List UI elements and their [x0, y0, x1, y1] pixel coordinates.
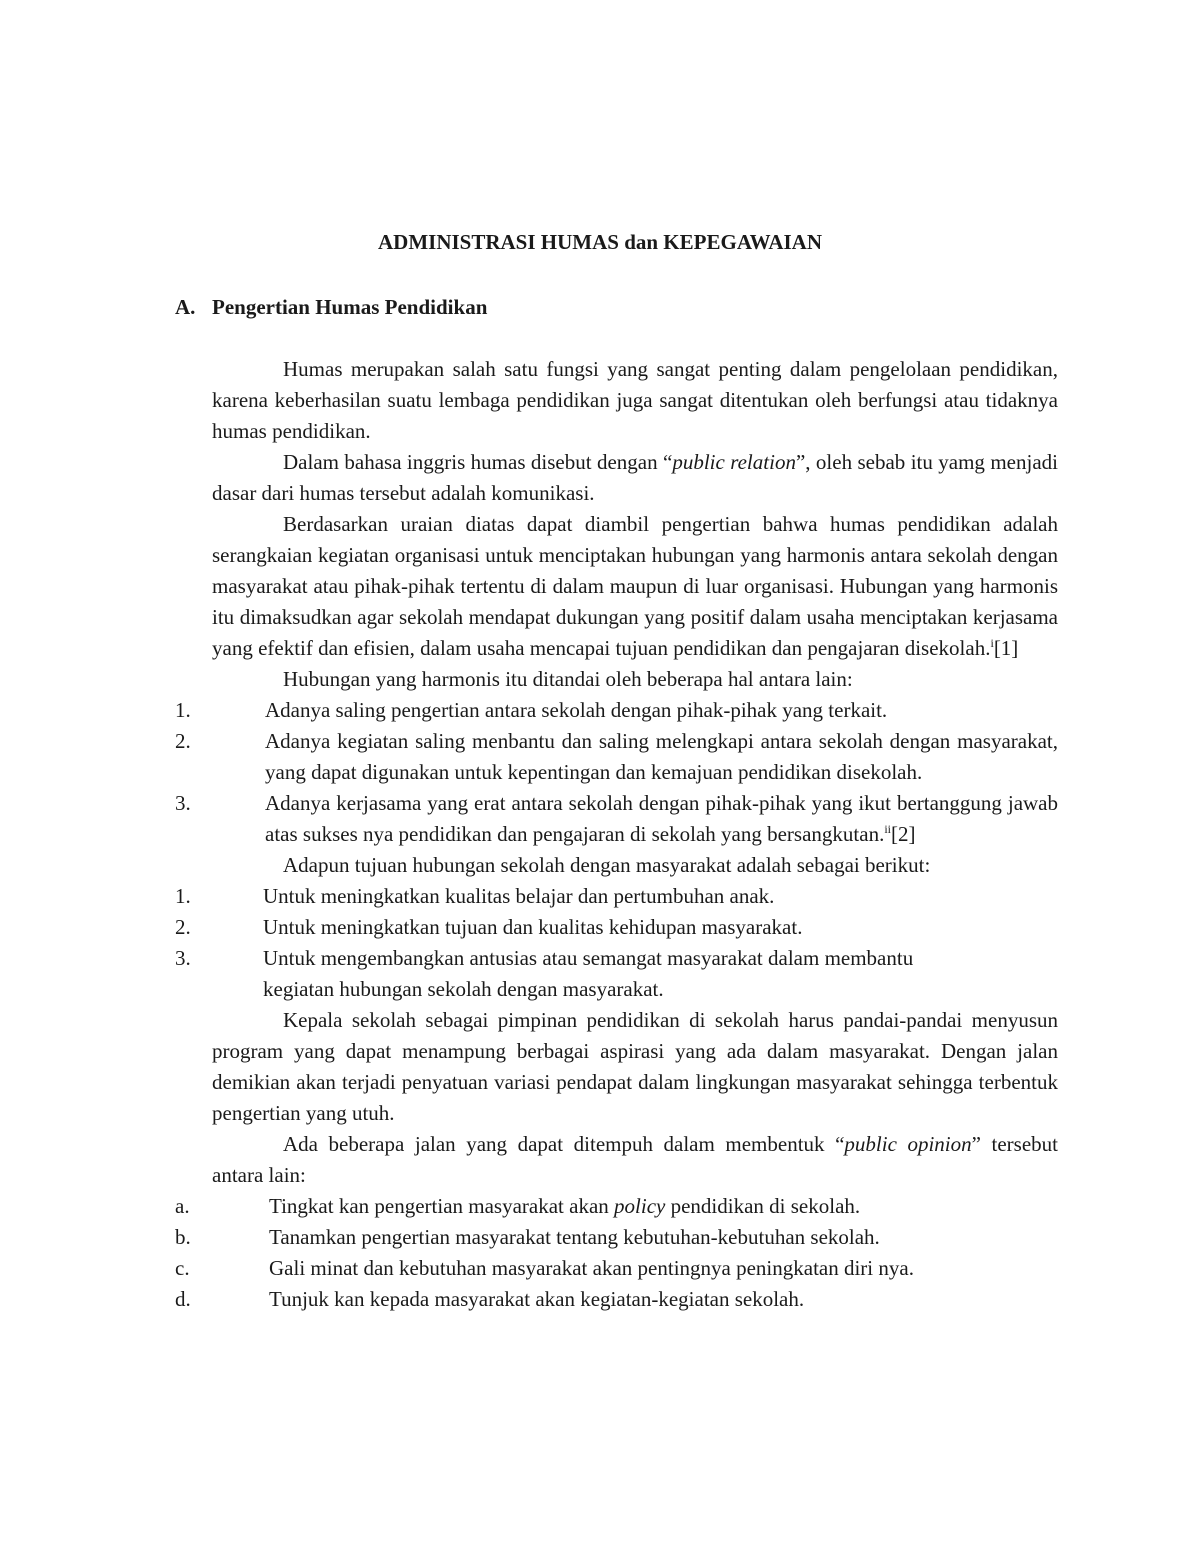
paragraph-4: Hubungan yang harmonis itu ditandai oleh beberapa hal antara lain:	[283, 667, 853, 691]
list-item	[175, 881, 1058, 912]
paragraph-3-text: Berdasarkan uraian diatas dapat diambil pengertian bahwa humas pendidikan adalah serangkaian kegiatan organisasi untuk menciptakan hubungan yang harmonis antara sekolah dengan masyarakat atau pihak-pihak tertentu di dalam maupun di luar organisasi. Hubungan yang harmonis itu dimaksudkan agar sekolah mendapat dukungan yang positif dalam usaha menciptakan kerjasama yang efektif dan efisien, dalam usaha mencapai tujuan pendidikan dan pengajaran disekolah.	[212, 512, 1058, 660]
list-item	[175, 1253, 1058, 1284]
list-item	[175, 695, 1058, 726]
paragraph-6: Kepala sekolah sebagai pimpinan pendidikan di sekolah harus pandai-pandai menyusun program yang dapat menampung berbagai aspirasi yang ada dalam masyarakat. Dengan jalan demikian akan terjadi penyatuan variasi pendapat dalam lingkungan masyarakat sehingga terbentuk pengertian yang utuh.	[212, 1008, 1058, 1125]
paragraph-2-text-end: ”, oleh sebab itu yamg menjadi dasar dari humas tersebut adalah komunikasi.	[212, 450, 1058, 505]
list-number: 1.	[175, 698, 191, 722]
list-text-line-2: kegiatan hubungan sekolah dengan masyarakat.	[263, 977, 664, 1001]
list-item	[175, 1191, 1058, 1222]
list-text-wrap	[212, 1191, 1058, 1222]
list-item	[175, 1222, 1058, 1253]
list-text-wrap	[212, 788, 1058, 850]
paragraph-7-text: Ada beberapa jalan yang dapat ditempuh dalam membentuk “	[283, 1132, 845, 1156]
footnote-mark: ii	[884, 822, 891, 836]
paragraph-7-term: public opinion	[844, 1132, 972, 1156]
list-text: Adanya saling pengertian antara sekolah dengan pihak-pihak yang terkait.	[265, 698, 888, 722]
paragraph-3	[212, 509, 1058, 664]
list-tujuan	[175, 881, 1058, 1005]
section-title: Pengertian Humas Pendidikan	[212, 295, 488, 319]
footnote-mark: i	[990, 636, 994, 650]
footnote-ref: [1]	[993, 636, 1019, 660]
paragraph-7-text-end: ” tersebut antara lain:	[212, 1132, 1058, 1187]
list-text-line-1: Untuk mengembangkan antusias atau semangat masyarakat dalam membantu	[263, 946, 914, 970]
section-heading	[175, 295, 487, 320]
paragraph-5: Adapun tujuan hubungan sekolah dengan masyarakat adalah sebagai berikut:	[283, 853, 931, 877]
list-text: Tunjuk kan kepada masyarakat akan kegiatan-kegiatan sekolah.	[269, 1287, 805, 1311]
list-letter: d.	[175, 1287, 191, 1311]
list-item	[175, 788, 1058, 850]
list-text-term: policy	[614, 1194, 666, 1218]
paragraph-2-term: public relation	[672, 450, 796, 474]
list-number: 3.	[175, 791, 191, 815]
list-number: 2.	[175, 915, 191, 939]
list-text: Adanya kegiatan saling menbantu dan saling melengkapi antara sekolah dengan masyarakat, yang dapat digunakan untuk kepentingan dan kemajuan pendidikan disekolah.	[265, 729, 1058, 784]
list-item	[175, 912, 1058, 943]
list-number: 1.	[175, 884, 191, 908]
list-letter: a.	[175, 1194, 190, 1218]
list-text-wrap	[212, 943, 1058, 1005]
document-body	[175, 354, 1058, 1315]
paragraph-7	[212, 1129, 1058, 1191]
list-item	[175, 726, 1058, 788]
list-letter: b.	[175, 1225, 191, 1249]
footnote-ref: [2]	[891, 822, 916, 846]
list-harmonis	[175, 695, 1058, 850]
list-letter: c.	[175, 1256, 190, 1280]
list-text: Adanya kerjasama yang erat antara sekolah dengan pihak-pihak yang ikut bertanggung jawab atas sukses nya pendidikan dan pengajaran di sekolah yang bersangkutan.	[265, 791, 1058, 846]
list-text: Tingkat kan pengertian masyarakat akan	[269, 1194, 615, 1218]
list-number: 2.	[175, 729, 191, 753]
paragraph-2	[212, 447, 1058, 509]
list-text: Untuk meningkatkan tujuan dan kualitas kehidupan masyarakat.	[263, 915, 803, 939]
list-text-end: pendidikan di sekolah.	[665, 1194, 861, 1218]
section-letter: A.	[175, 295, 196, 319]
paragraph-1: Humas merupakan salah satu fungsi yang sangat penting dalam pengelolaan pendidikan, karena keberhasilan suatu lembaga pendidikan juga sangat ditentukan oleh berfungsi atau tidaknya humas pendidikan.	[212, 357, 1058, 443]
list-number: 3.	[175, 946, 191, 970]
document-title: ADMINISTRASI HUMAS dan KEPEGAWAIAN	[378, 230, 822, 254]
list-text: Tanamkan pengertian masyarakat tentang kebutuhan-kebutuhan sekolah.	[269, 1225, 880, 1249]
list-item	[175, 1284, 1058, 1315]
list-text: Gali minat dan kebutuhan masyarakat akan pentingnya peningkatan diri nya.	[269, 1256, 914, 1280]
list-item	[175, 943, 1058, 1005]
list-text: Untuk meningkatkan kualitas belajar dan pertumbuhan anak.	[263, 884, 775, 908]
paragraph-2-text: Dalam bahasa inggris humas disebut dengan “	[283, 450, 673, 474]
list-public-opinion	[175, 1191, 1058, 1315]
